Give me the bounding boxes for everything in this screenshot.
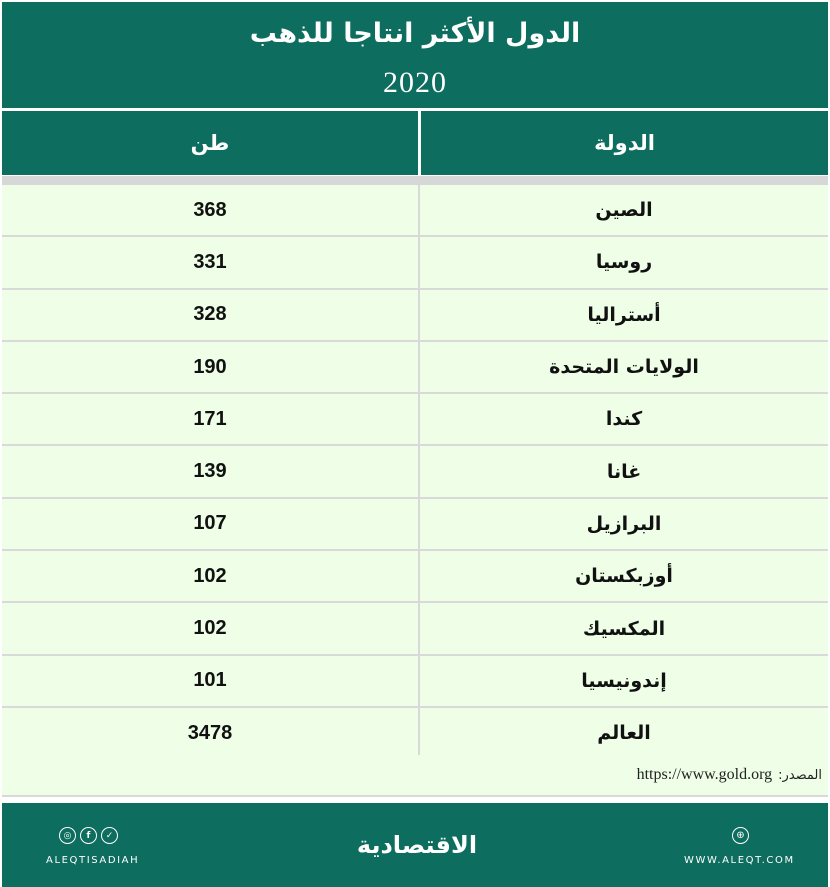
website-link[interactable]: WWW.ALEQT.COM bbox=[684, 855, 795, 866]
social-icons bbox=[59, 827, 118, 844]
table-row bbox=[2, 185, 828, 237]
globe-icon: ⊕ bbox=[732, 827, 749, 844]
row-country: الولايات المتحدة bbox=[418, 342, 828, 392]
table-row bbox=[2, 656, 828, 708]
table-row bbox=[2, 499, 828, 551]
table-header bbox=[2, 111, 828, 175]
row-country: البرازيل bbox=[418, 499, 828, 549]
social-handle: ALEQTISADIAH bbox=[46, 855, 140, 866]
source-url: https://www.gold.org bbox=[636, 766, 773, 783]
table-body bbox=[2, 185, 828, 760]
title-year: 2020 bbox=[383, 66, 447, 99]
row-value: 368 bbox=[193, 198, 227, 221]
row-value: 101 bbox=[193, 669, 227, 692]
twitter-icon[interactable]: ✓ bbox=[101, 827, 118, 844]
instagram-icon[interactable]: ◎ bbox=[59, 827, 76, 844]
row-country: العالم bbox=[418, 708, 828, 758]
row-value: 328 bbox=[193, 303, 227, 326]
table-row bbox=[2, 446, 828, 498]
row-country: إندونيسيا bbox=[418, 656, 828, 706]
row-value: 3478 bbox=[187, 721, 233, 744]
row-country: الصين bbox=[418, 185, 828, 235]
row-value: 139 bbox=[193, 460, 227, 483]
row-country: غانا bbox=[418, 446, 828, 496]
source-label: المصدر: bbox=[778, 767, 822, 783]
source-note bbox=[2, 755, 828, 797]
row-country: أستراليا bbox=[418, 290, 828, 340]
header-value: طن bbox=[190, 131, 230, 155]
brand-logo: الاقتصادية bbox=[356, 831, 478, 859]
row-country: كندا bbox=[418, 394, 828, 444]
row-value: 107 bbox=[193, 512, 227, 535]
page-title: الدول الأكثر انتاجا للذهب bbox=[249, 18, 581, 49]
header-country: الدولة bbox=[418, 111, 828, 175]
table-row bbox=[2, 551, 828, 603]
row-value: 331 bbox=[193, 250, 227, 273]
title-banner bbox=[2, 2, 828, 108]
row-country: أوزبكستان bbox=[418, 551, 828, 601]
row-value: 102 bbox=[193, 564, 227, 587]
table-row bbox=[2, 394, 828, 446]
facebook-icon[interactable]: f bbox=[80, 827, 97, 844]
table-row bbox=[2, 237, 828, 289]
row-value: 102 bbox=[193, 617, 227, 640]
row-country: روسيا bbox=[418, 237, 828, 287]
row-value: 190 bbox=[193, 355, 227, 378]
table-row-total bbox=[2, 708, 828, 760]
table-row bbox=[2, 290, 828, 342]
row-value: 171 bbox=[193, 407, 227, 430]
row-country: المكسيك bbox=[418, 603, 828, 653]
table-row bbox=[2, 342, 828, 394]
footer bbox=[2, 803, 828, 887]
header-divider bbox=[2, 176, 828, 185]
table-row bbox=[2, 603, 828, 655]
